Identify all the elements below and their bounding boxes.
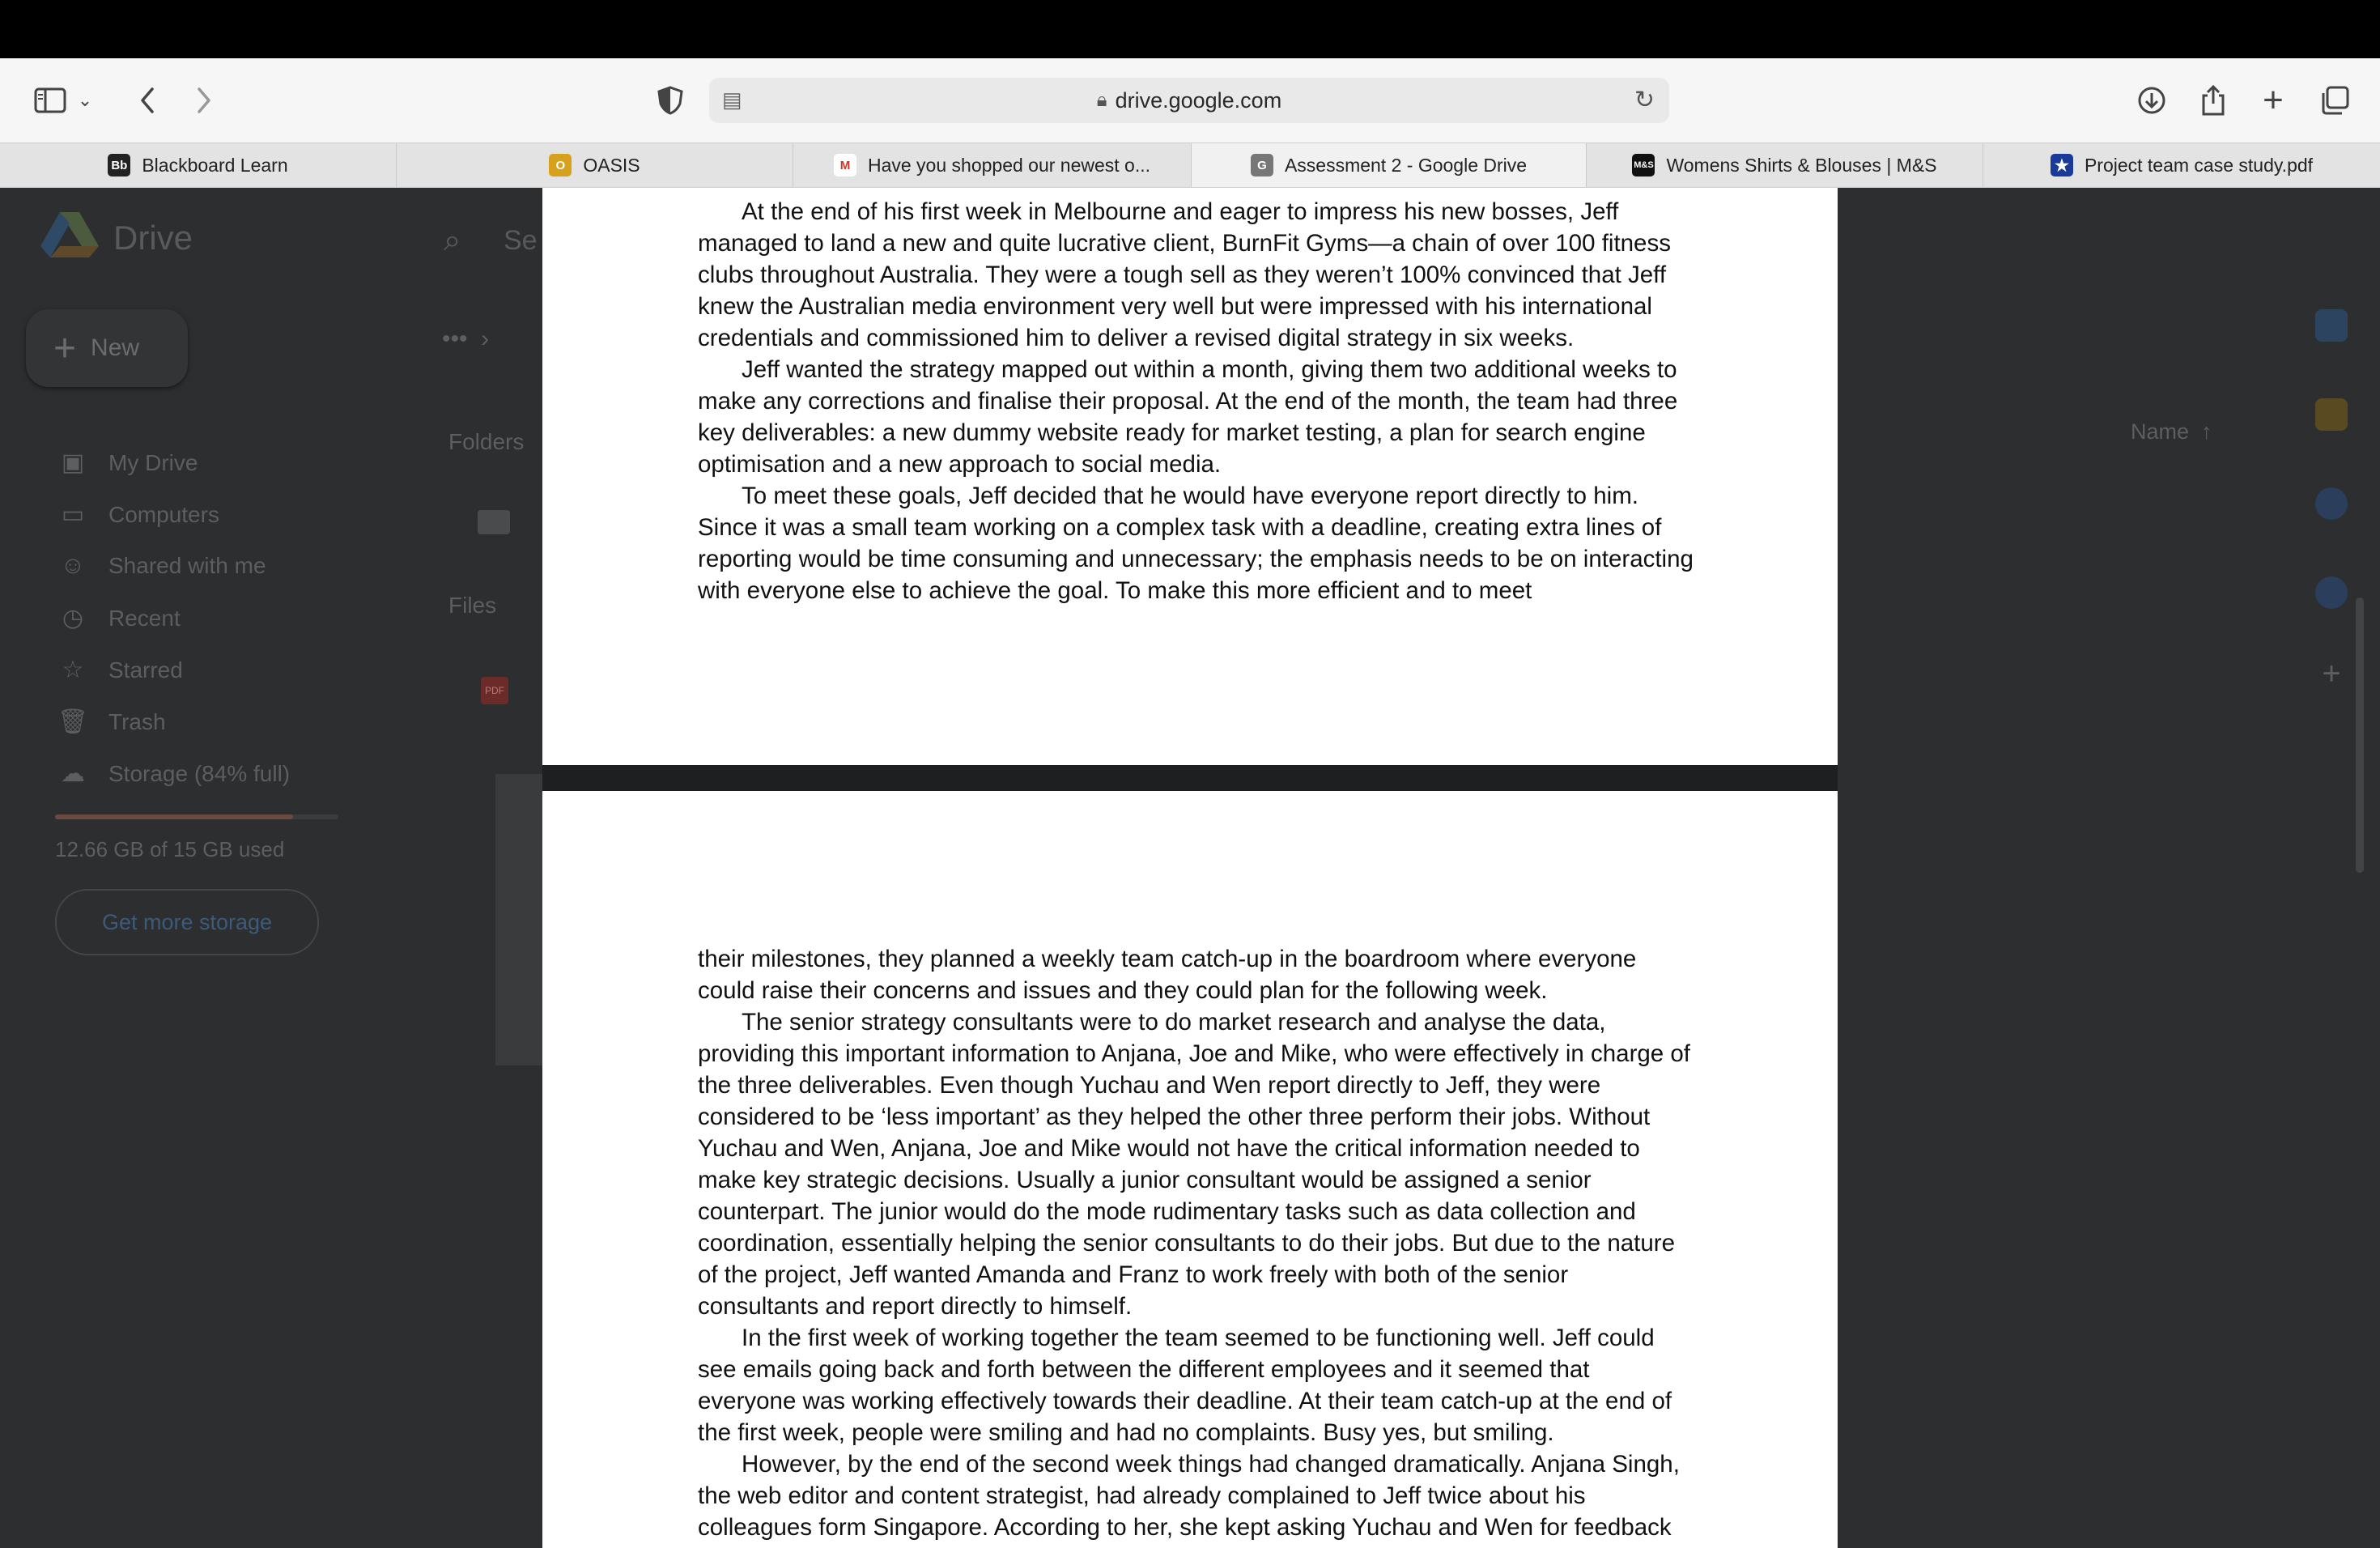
get-more-storage-button[interactable]: Get more storage — [55, 889, 319, 955]
tab-blackboard[interactable] — [0, 143, 397, 187]
tab-label: Project team case study.pdf — [2084, 154, 2314, 176]
cloud-icon: ☁ — [61, 760, 85, 787]
oasis-favicon-icon: O — [549, 154, 572, 176]
paragraph: The senior strategy consultants were to do market research and analyse the data, providing this important information to Anjana, Joe and Mike, who were effectively in charge of the three deliverables. Even though Yuchau and Wen report directly to Jeff, they were considered to be ‘less important’ as they helped the other three perform their jobs. Without Yuchau and Wen, Anjana, Joe and Mike would not have the critical information needed to make key strategic decisions. Usually a junior consultant would be assigned a senior counterpart. The junior would do the mode rudimentary tasks such as data collection and coordination, essentially helping the senior consultants to do their jobs. But due to the nature of the project, Jeff wanted Amanda and Franz to work freely with both of the senior consultants and report directly to himself. — [698, 1009, 1691, 1320]
folder-icon[interactable] — [478, 510, 510, 534]
scrollbar[interactable] — [2356, 598, 2364, 873]
more-breadcrumb-icon[interactable]: ••• › — [442, 325, 490, 352]
star-icon: ☆ — [62, 657, 84, 683]
my-drive-icon: ▣ — [61, 449, 85, 476]
tab-bar — [0, 142, 2380, 188]
page-gap — [542, 765, 1838, 791]
nav-label: Computers — [108, 501, 219, 527]
paragraph: At the end of his first week in Melbourne and eager to impress his new bosses, Jeff managed to land a new and quite lucrative client, BurnFit Gyms—a chain of over 100 fitness clubs throughout Australia. They were a tough sell as they weren’t 100% convinced that Jeff knew the Australian media environment very well but were impressed with his international credentials and commissioned him to deliver a revised digital strategy in six weeks. — [698, 198, 1671, 351]
plus-icon: + — [53, 326, 77, 370]
gmail-favicon-icon: M — [834, 154, 856, 176]
nav-label: Trash — [108, 708, 166, 734]
tab-label: OASIS — [583, 154, 640, 176]
tab-overview-icon[interactable] — [2312, 78, 2357, 123]
storage-used-text: 12.66 GB of 15 GB used — [55, 837, 285, 861]
drive-title: Drive — [113, 219, 193, 257]
add-addon-icon[interactable]: + — [2322, 656, 2341, 691]
google-favicon-icon: G — [1251, 154, 1273, 176]
nav-label: Recent — [108, 605, 181, 631]
blackboard-favicon-icon: Bb — [108, 154, 130, 176]
paragraph: However, by the end of the second week things had changed dramatically. Anjana Singh, the web editor and content strategist, had already complained to Jeff twice about his colleagues form Singapore. According to her, she kept asking Yuchau and Wen for feedback — [698, 1451, 1680, 1541]
new-button[interactable] — [26, 309, 188, 387]
back-icon[interactable] — [125, 78, 170, 123]
top-band — [0, 0, 2380, 58]
nav-label: My Drive — [108, 449, 198, 475]
page-1-text — [698, 196, 1694, 606]
address-bar[interactable] — [709, 78, 1669, 123]
paragraph: Jeff wanted the strategy mapped out within a month, giving them two additional weeks to make any corrections and finalise their proposal. At the end of the month, the team had three key deliverables: a new dummy website ready for market testing, a plan for search engine optimisation and a new approach to social media. — [698, 356, 1678, 478]
tab-label: Womens Shirts & Blouses | M&S — [1666, 154, 1937, 176]
reader-icon[interactable]: ▤ — [722, 87, 742, 112]
browser-toolbar — [0, 58, 2380, 142]
drive-logo-icon — [39, 211, 100, 259]
nav-recent[interactable] — [57, 604, 181, 632]
tab-google-drive[interactable] — [1192, 143, 1587, 187]
nav-shared[interactable] — [57, 552, 266, 580]
download-icon[interactable] — [2129, 78, 2174, 123]
tasks-icon[interactable] — [2315, 487, 2348, 520]
shared-icon: ☺ — [60, 552, 86, 579]
new-button-label: New — [91, 334, 140, 361]
tab-oasis[interactable] — [397, 143, 793, 187]
tab-ms[interactable] — [1587, 143, 1983, 187]
pdf-page-2 — [542, 791, 1838, 1548]
search-input[interactable]: Se — [504, 225, 538, 256]
clock-icon: ◷ — [62, 605, 84, 632]
nav-my-drive[interactable] — [57, 449, 198, 477]
nav-storage[interactable] — [57, 759, 290, 788]
nav-label: Storage (84% full) — [108, 760, 291, 786]
tab-label: Blackboard Learn — [142, 154, 288, 176]
nav-computers[interactable] — [57, 500, 219, 529]
page-2-text — [698, 943, 1694, 1543]
pdf-page-1 — [542, 188, 1838, 765]
tab-gmail[interactable] — [793, 143, 1192, 187]
tab-label: Have you shopped our newest o... — [867, 154, 1151, 176]
files-heading: Files — [448, 593, 497, 618]
computers-icon: ▭ — [61, 501, 85, 528]
reload-icon[interactable]: ↻ — [1634, 87, 1655, 113]
pdf-favicon-icon: ★ — [2051, 154, 2073, 176]
search-icon[interactable]: ⌕ — [444, 223, 461, 257]
paragraph: In the first week of working together the team seemed to be functioning well. Jeff could see emails going back and forth between the different employees and it seemed that everyone was working effectively towards their deadline. At their team catch-up at the end of the first week, people were smiling and had no complaints. Busy yes, but smiling. — [698, 1325, 1672, 1446]
storage-progress — [55, 814, 338, 819]
paragraph: their milestones, they planned a weekly team catch-up in the boardroom where everyone could raise their concerns and issues and they could plan for the following week. — [698, 946, 1637, 1004]
ms-favicon-icon: M&S — [1632, 154, 1655, 176]
side-panel — [2309, 309, 2357, 1038]
lock-icon: 🔒︎ — [1096, 89, 1107, 111]
sort-label: Name — [2131, 419, 2190, 444]
storage-progress-fill — [55, 814, 293, 819]
forward-icon[interactable] — [181, 78, 227, 123]
keep-icon[interactable] — [2315, 398, 2348, 431]
new-tab-icon[interactable]: + — [2263, 80, 2284, 120]
pdf-file-icon[interactable]: PDF — [481, 677, 508, 704]
trash-icon: 🗑︎ — [57, 708, 89, 735]
sort-by-name-button[interactable] — [2131, 419, 2212, 444]
paragraph: To meet these goals, Jeff decided that he would have everyone report directly to him. Since it was a small team working on a complex task with a deadline, creating extra lines of reporting would be time consuming and unnecessary; the emphasis needs to be on interacting with everyone else to achieve the goal. To make this more efficient and to meet — [698, 483, 1694, 604]
share-icon[interactable] — [2191, 78, 2236, 123]
nav-label: Shared with me — [108, 553, 266, 578]
tab-label: Assessment 2 - Google Drive — [1284, 154, 1528, 176]
nav-label: Starred — [108, 657, 183, 683]
privacy-shield-icon[interactable] — [648, 78, 693, 123]
tab-pdf[interactable] — [1983, 143, 2380, 187]
arrow-up-icon: ↑ — [2201, 419, 2212, 444]
url-text: drive.google.com — [1115, 87, 1282, 113]
folders-heading: Folders — [448, 429, 525, 454]
calendar-icon[interactable] — [2315, 309, 2348, 342]
nav-trash[interactable] — [57, 708, 166, 736]
contacts-icon[interactable] — [2315, 576, 2348, 609]
sidebar-toggle-icon[interactable] — [28, 78, 73, 123]
nav-starred[interactable] — [57, 656, 183, 684]
chevron-down-icon[interactable]: ⌄ — [77, 90, 93, 110]
